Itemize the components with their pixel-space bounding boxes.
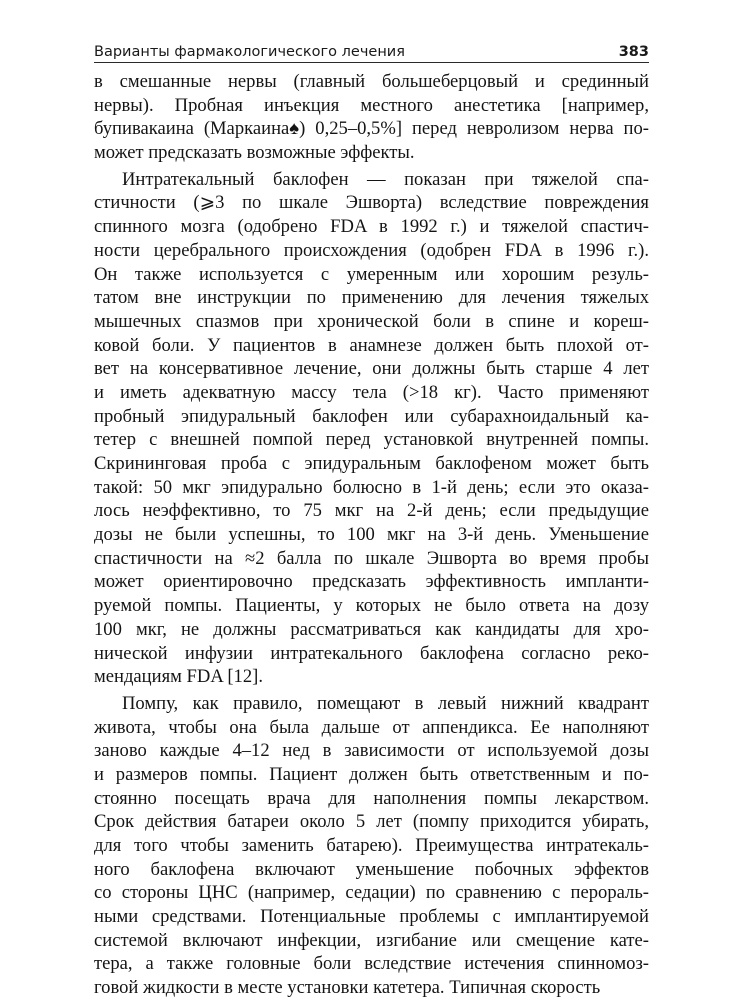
text-line: Помпу, как правило, помещают в левый нижний квадрант — [122, 692, 649, 714]
page-number: 383 — [618, 44, 649, 60]
text-line: пробный эпидуральный баклофен или субарахноидальный ка- — [94, 405, 649, 427]
text-line: говой жидкости в месте установки катетера. Типичная скорость — [94, 977, 601, 999]
text-line: живота, чтобы она была дальше от аппендикса. Ее наполняют — [94, 716, 649, 738]
paragraph — [94, 168, 649, 689]
text-line: ковой боли. У пациентов в анамнезе должен быть плохой от- — [94, 334, 649, 356]
text-line: спинного мозга (одобрено FDA в 1992 г.) и тяжелой спастич- — [94, 216, 649, 238]
text-line: тетер с внешней помпой перед установкой внутренней помпы. — [94, 429, 649, 451]
text-line: спастичности на ≈2 балла по шкале Эшворта во время пробы — [94, 547, 649, 569]
paragraph — [94, 692, 649, 1000]
text-line: и размеров помпы. Пациент должен быть ответственным и по- — [94, 763, 649, 785]
paragraph — [94, 70, 649, 165]
text-line: Интратекальный баклофен — показан при тяжелой спа- — [122, 168, 649, 190]
text-line: мендациям FDA [12]. — [94, 666, 263, 688]
text-line: мышечных спазмов при хронической боли в спине и кореш- — [94, 310, 649, 332]
text-line: Срок действия батареи около 5 лет (помпу приходится убирать, — [94, 811, 649, 833]
text-line: нервы). Пробная инъекция местного анестетика [например, — [94, 94, 649, 116]
text-line: заново каждые 4–12 нед в зависимости от используемой дозы — [94, 740, 649, 762]
text-line: системой включают инфекции, изгибание или смещение кате- — [94, 929, 649, 951]
text-line: ными средствами. Потенциальные проблемы с имплантируемой — [94, 906, 649, 928]
text-line: нической инфузии интратекального баклофена согласно реко- — [94, 642, 649, 664]
text-line: татом вне инструкции по применению для лечения тяжелых — [94, 287, 649, 309]
text-line: в смешанные нервы (главный большеберцовый и срединный — [94, 71, 649, 92]
text-line: тера, а также головные боли вследствие истечения спинномоз- — [94, 953, 649, 975]
text-line: 100 мкг, не должны рассматриваться как кандидаты для хро- — [94, 618, 649, 640]
text-line: Скрининговая проба с эпидуральным баклофеном может быть — [94, 453, 649, 474]
running-head — [94, 34, 649, 60]
text-line: вет на консервативное лечение, они должны быть старше 4 лет — [94, 358, 649, 380]
text-line: и иметь адекватную массу тела (>18 кг). Часто применяют — [94, 381, 649, 403]
text-line: ного баклофена включают уменьшение побочных эффектов — [94, 858, 649, 880]
chapter-title: Варианты фармакологического лечения — [94, 44, 405, 60]
text-line: может предсказать возможные эффекты. — [94, 142, 415, 164]
text-line: ности церебрального происхождения (одобрен FDA в 1996 г.). — [94, 239, 649, 261]
text-line: для того чтобы заменить батарею). Преимущества интратекаль- — [94, 835, 649, 856]
text-line: руемой помпы. Пациенты, у которых не было ответа на дозу — [94, 595, 649, 617]
body-text — [94, 70, 649, 1000]
header-rule — [94, 62, 649, 63]
text-line: стичности (⩾3 по шкале Эшворта) вследствие повреждения — [94, 192, 649, 214]
text-line: лось неэффективно, то 75 мкг на 2-й день; если предыдущие — [94, 500, 649, 522]
text-line: со стороны ЦНС (например, седации) по сравнению с перораль- — [94, 882, 649, 904]
text-line: может ориентировочно предсказать эффективность импланти- — [94, 571, 649, 593]
text-line: дозы не были успешны, то 100 мкг на 3-й день. Уменьшение — [94, 524, 649, 546]
text-line: Он также используется с умеренным или хорошим резуль- — [94, 263, 649, 285]
text-line: такой: 50 мкг эпидурально болюсно в 1-й день; если это оказа- — [94, 476, 649, 498]
text-line: стоянно посещать врача для наполнения помпы лекарством. — [94, 787, 649, 809]
text-line: бупивакаина (Маркаина♠) 0,25–0,5%] перед невролизом нерва по- — [94, 118, 649, 140]
